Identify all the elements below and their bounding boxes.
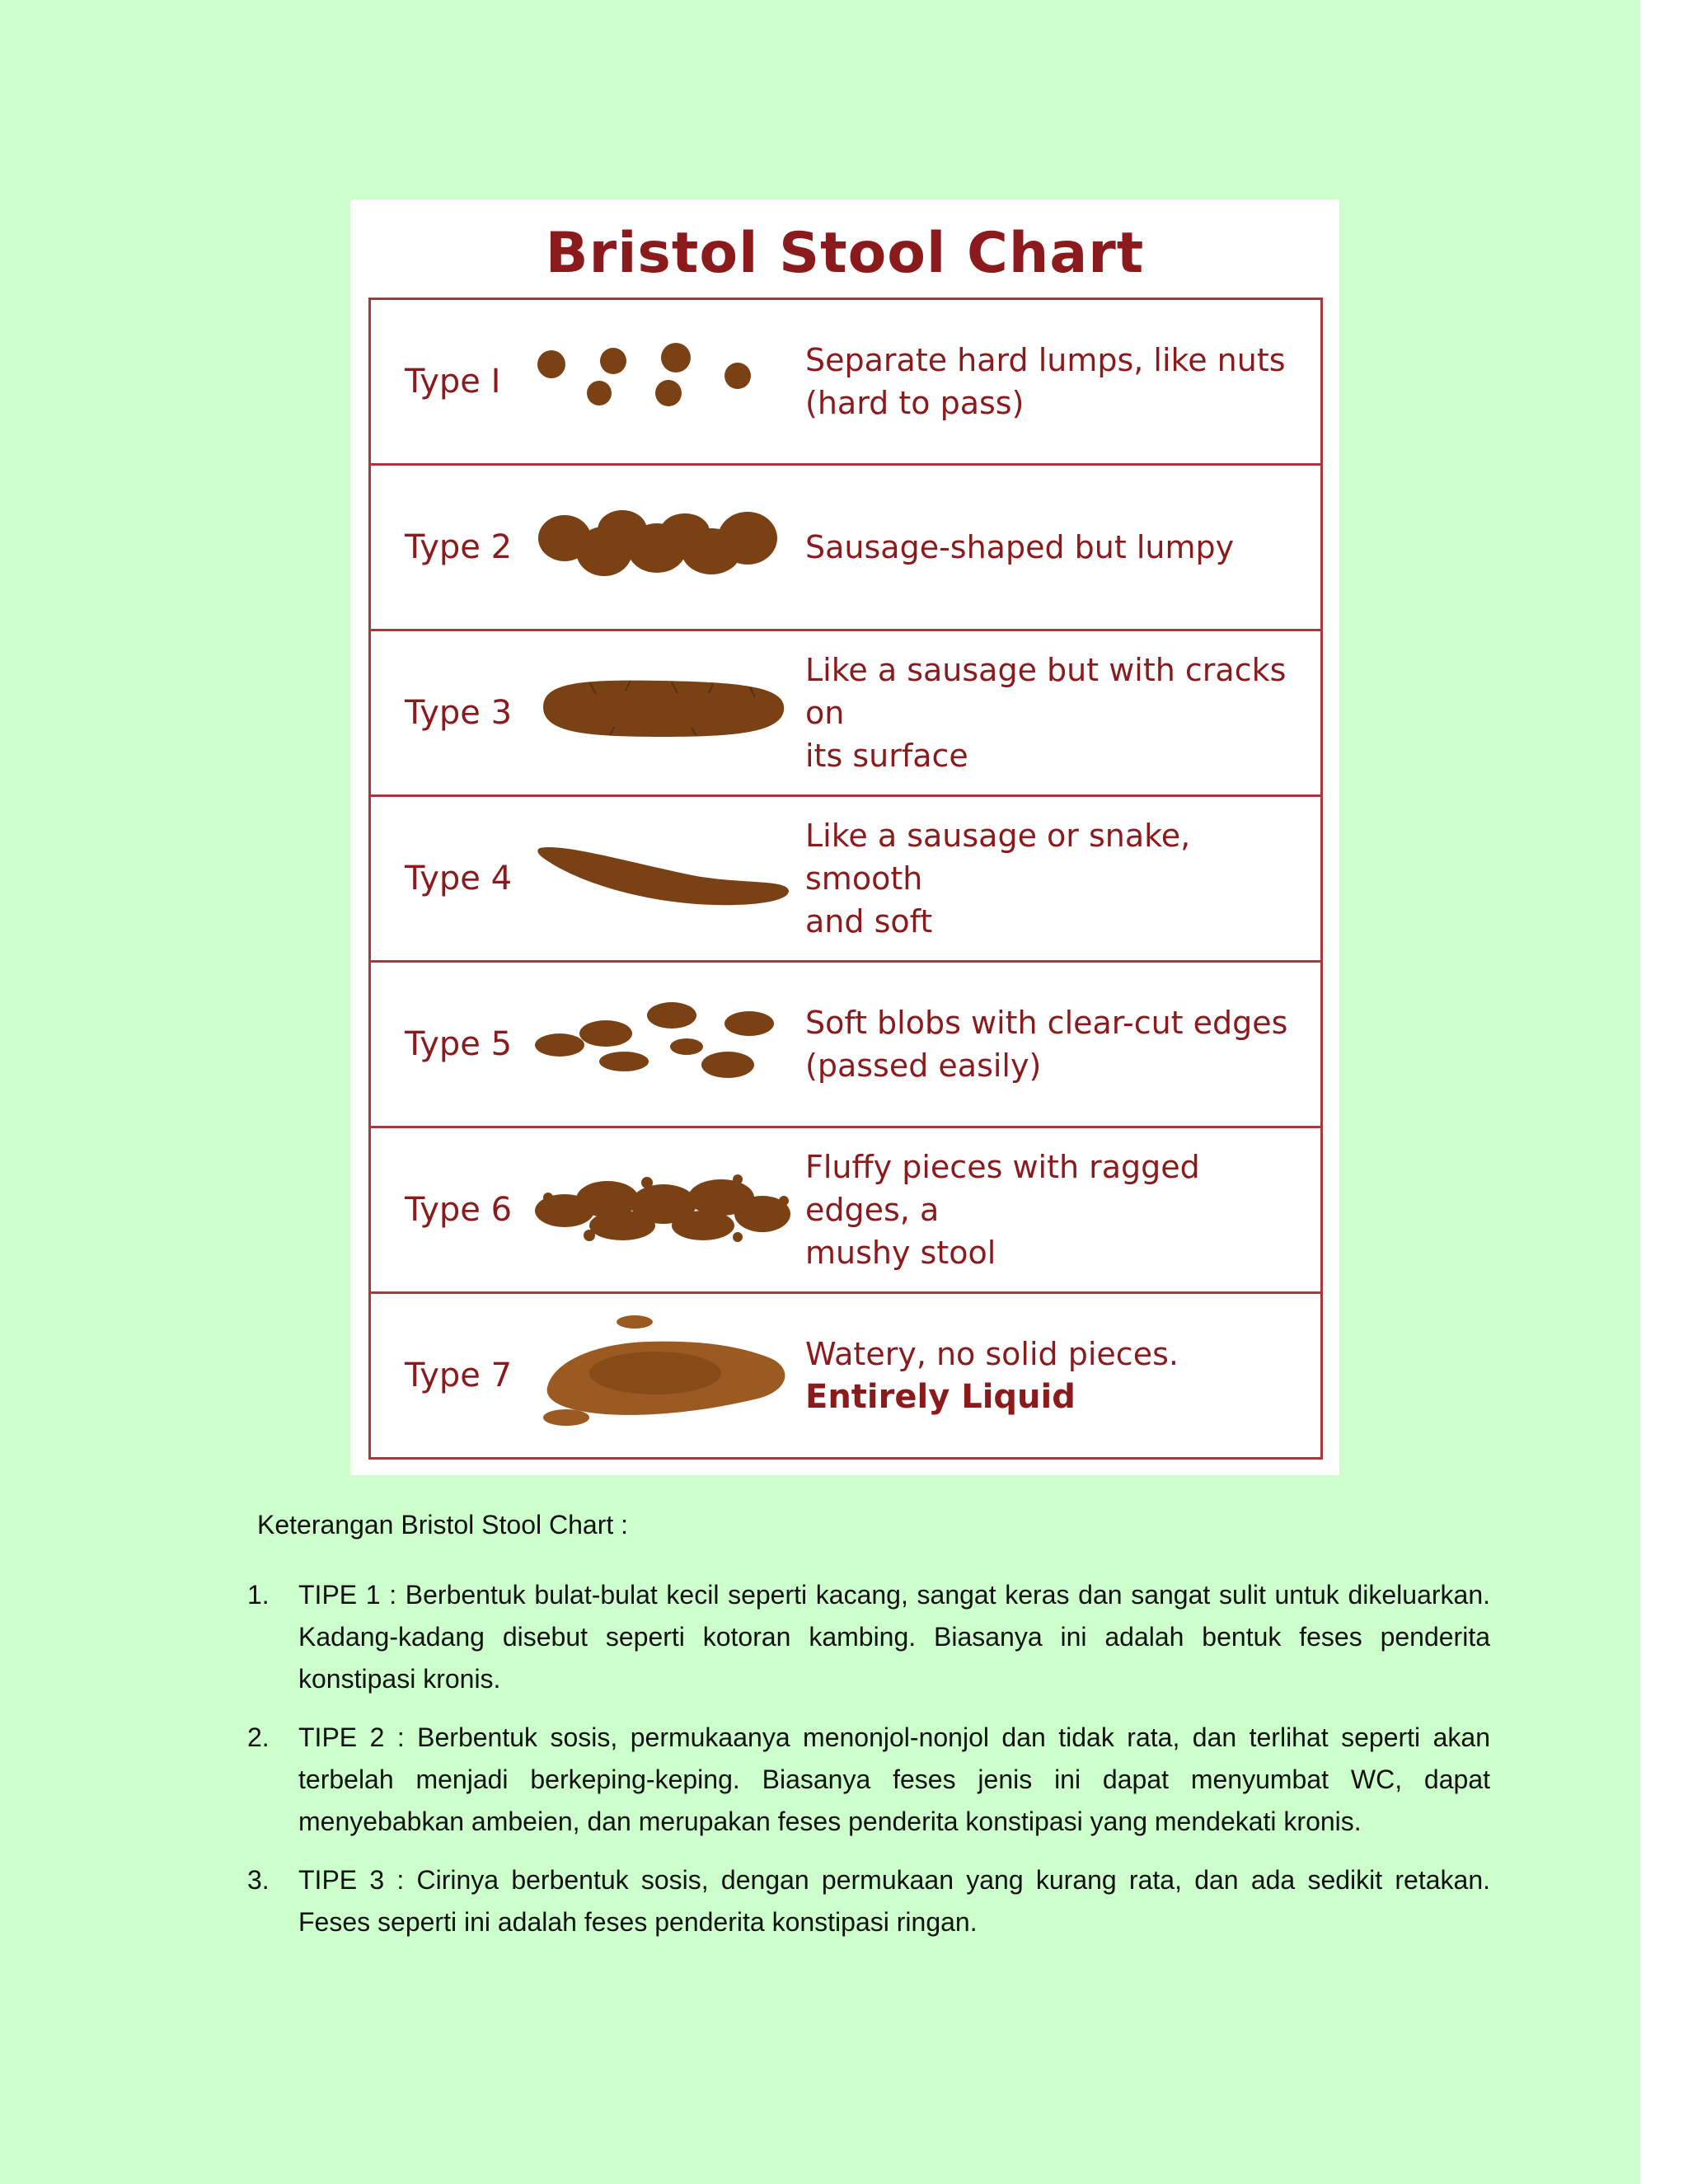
caption: Keterangan Bristol Stool Chart : (257, 1510, 629, 1540)
list-item (247, 1574, 1490, 1700)
type-label: Type I (405, 363, 501, 401)
type-4-stool-illustration (532, 797, 795, 960)
description-line: (passed easily) (805, 1047, 1042, 1084)
description-line: mushy stool (805, 1235, 996, 1271)
description-line: and soft (805, 903, 933, 940)
type-7-stool-illustration (532, 1294, 795, 1457)
type-description (805, 1294, 1312, 1457)
description-line: Like a sausage or snake, smooth (805, 818, 1191, 897)
chart-row-type-4 (371, 797, 1320, 963)
type-description (805, 797, 1312, 960)
type-description (805, 963, 1312, 1126)
type-label: Type 5 (405, 1025, 513, 1063)
type-6-stool-illustration (532, 1128, 795, 1291)
description-line: Watery, no solid pieces. (805, 1336, 1179, 1372)
description-line: Sausage-shaped but lumpy (805, 529, 1235, 565)
type-3-stool-illustration (532, 631, 795, 794)
description-line: Like a sausage but with cracks on (805, 652, 1287, 731)
description-line-emphasis: Entirely Liquid (805, 1378, 1076, 1416)
description-line: (hard to pass) (805, 385, 1025, 421)
description-line: Soft blobs with clear-cut edges (805, 1005, 1288, 1041)
type-2-stool-illustration (532, 466, 795, 629)
description-line: its surface (805, 738, 968, 774)
type-5-stool-illustration (532, 963, 795, 1126)
list-number: 1. (247, 1580, 270, 1610)
list-number: 3. (247, 1865, 270, 1895)
chart-row-type-2 (371, 466, 1320, 631)
list-text: TIPE 3 : Cirinya berbentuk sosis, dengan permukaan yang kurang rata, dan ada sedikit retakan. Feses seperti ini adalah feses penderita konstipasi ringan. (298, 1865, 1490, 1937)
chart-title: Bristol Stool Chart (545, 221, 1145, 286)
list-text: TIPE 1 : Berbentuk bulat-bulat kecil seperti kacang, sangat keras dan sangat sulit untuk dikeluarkan. Kadang-kadang disebut seperti kotoran kambing. Biasanya ini adalah bentuk feses penderita konstipasi kronis. (298, 1580, 1490, 1694)
description-line: Fluffy pieces with ragged edges, a (805, 1149, 1200, 1228)
chart-row-type-3 (371, 631, 1320, 797)
chart-row-type-6 (371, 1128, 1320, 1294)
chart-row-type-1 (371, 300, 1320, 466)
type-label: Type 7 (405, 1357, 513, 1394)
type-label: Type 3 (405, 694, 513, 732)
type-description (805, 1128, 1312, 1291)
chart-row-type-5 (371, 963, 1320, 1128)
type-description (805, 300, 1312, 463)
chart-table (368, 298, 1323, 1460)
chart-row-type-7 (371, 1294, 1320, 1460)
type-label: Type 2 (405, 528, 513, 566)
type-label: Type 4 (405, 860, 513, 898)
type-label: Type 6 (405, 1191, 513, 1229)
description-line: Separate hard lumps, like nuts (805, 342, 1286, 378)
list-item (247, 1859, 1490, 1943)
type-description (805, 631, 1312, 794)
type-description (805, 466, 1312, 629)
bristol-stool-chart (350, 199, 1339, 1475)
list-text: TIPE 2 : Berbentuk sosis, permukaanya menonjol-nonjol dan tidak rata, dan terlihat seperti akan terbelah menjadi berkeping-keping. Biasanya feses jenis ini dapat menyumbat WC, dapat menyebabkan ambeien, dan merupakan feses penderita konstipasi yang mendekati kronis. (298, 1722, 1490, 1836)
list-item (247, 1717, 1490, 1843)
list-number: 2. (247, 1722, 270, 1752)
type-1-stool-illustration (532, 300, 795, 463)
description-list (247, 1574, 1490, 1960)
